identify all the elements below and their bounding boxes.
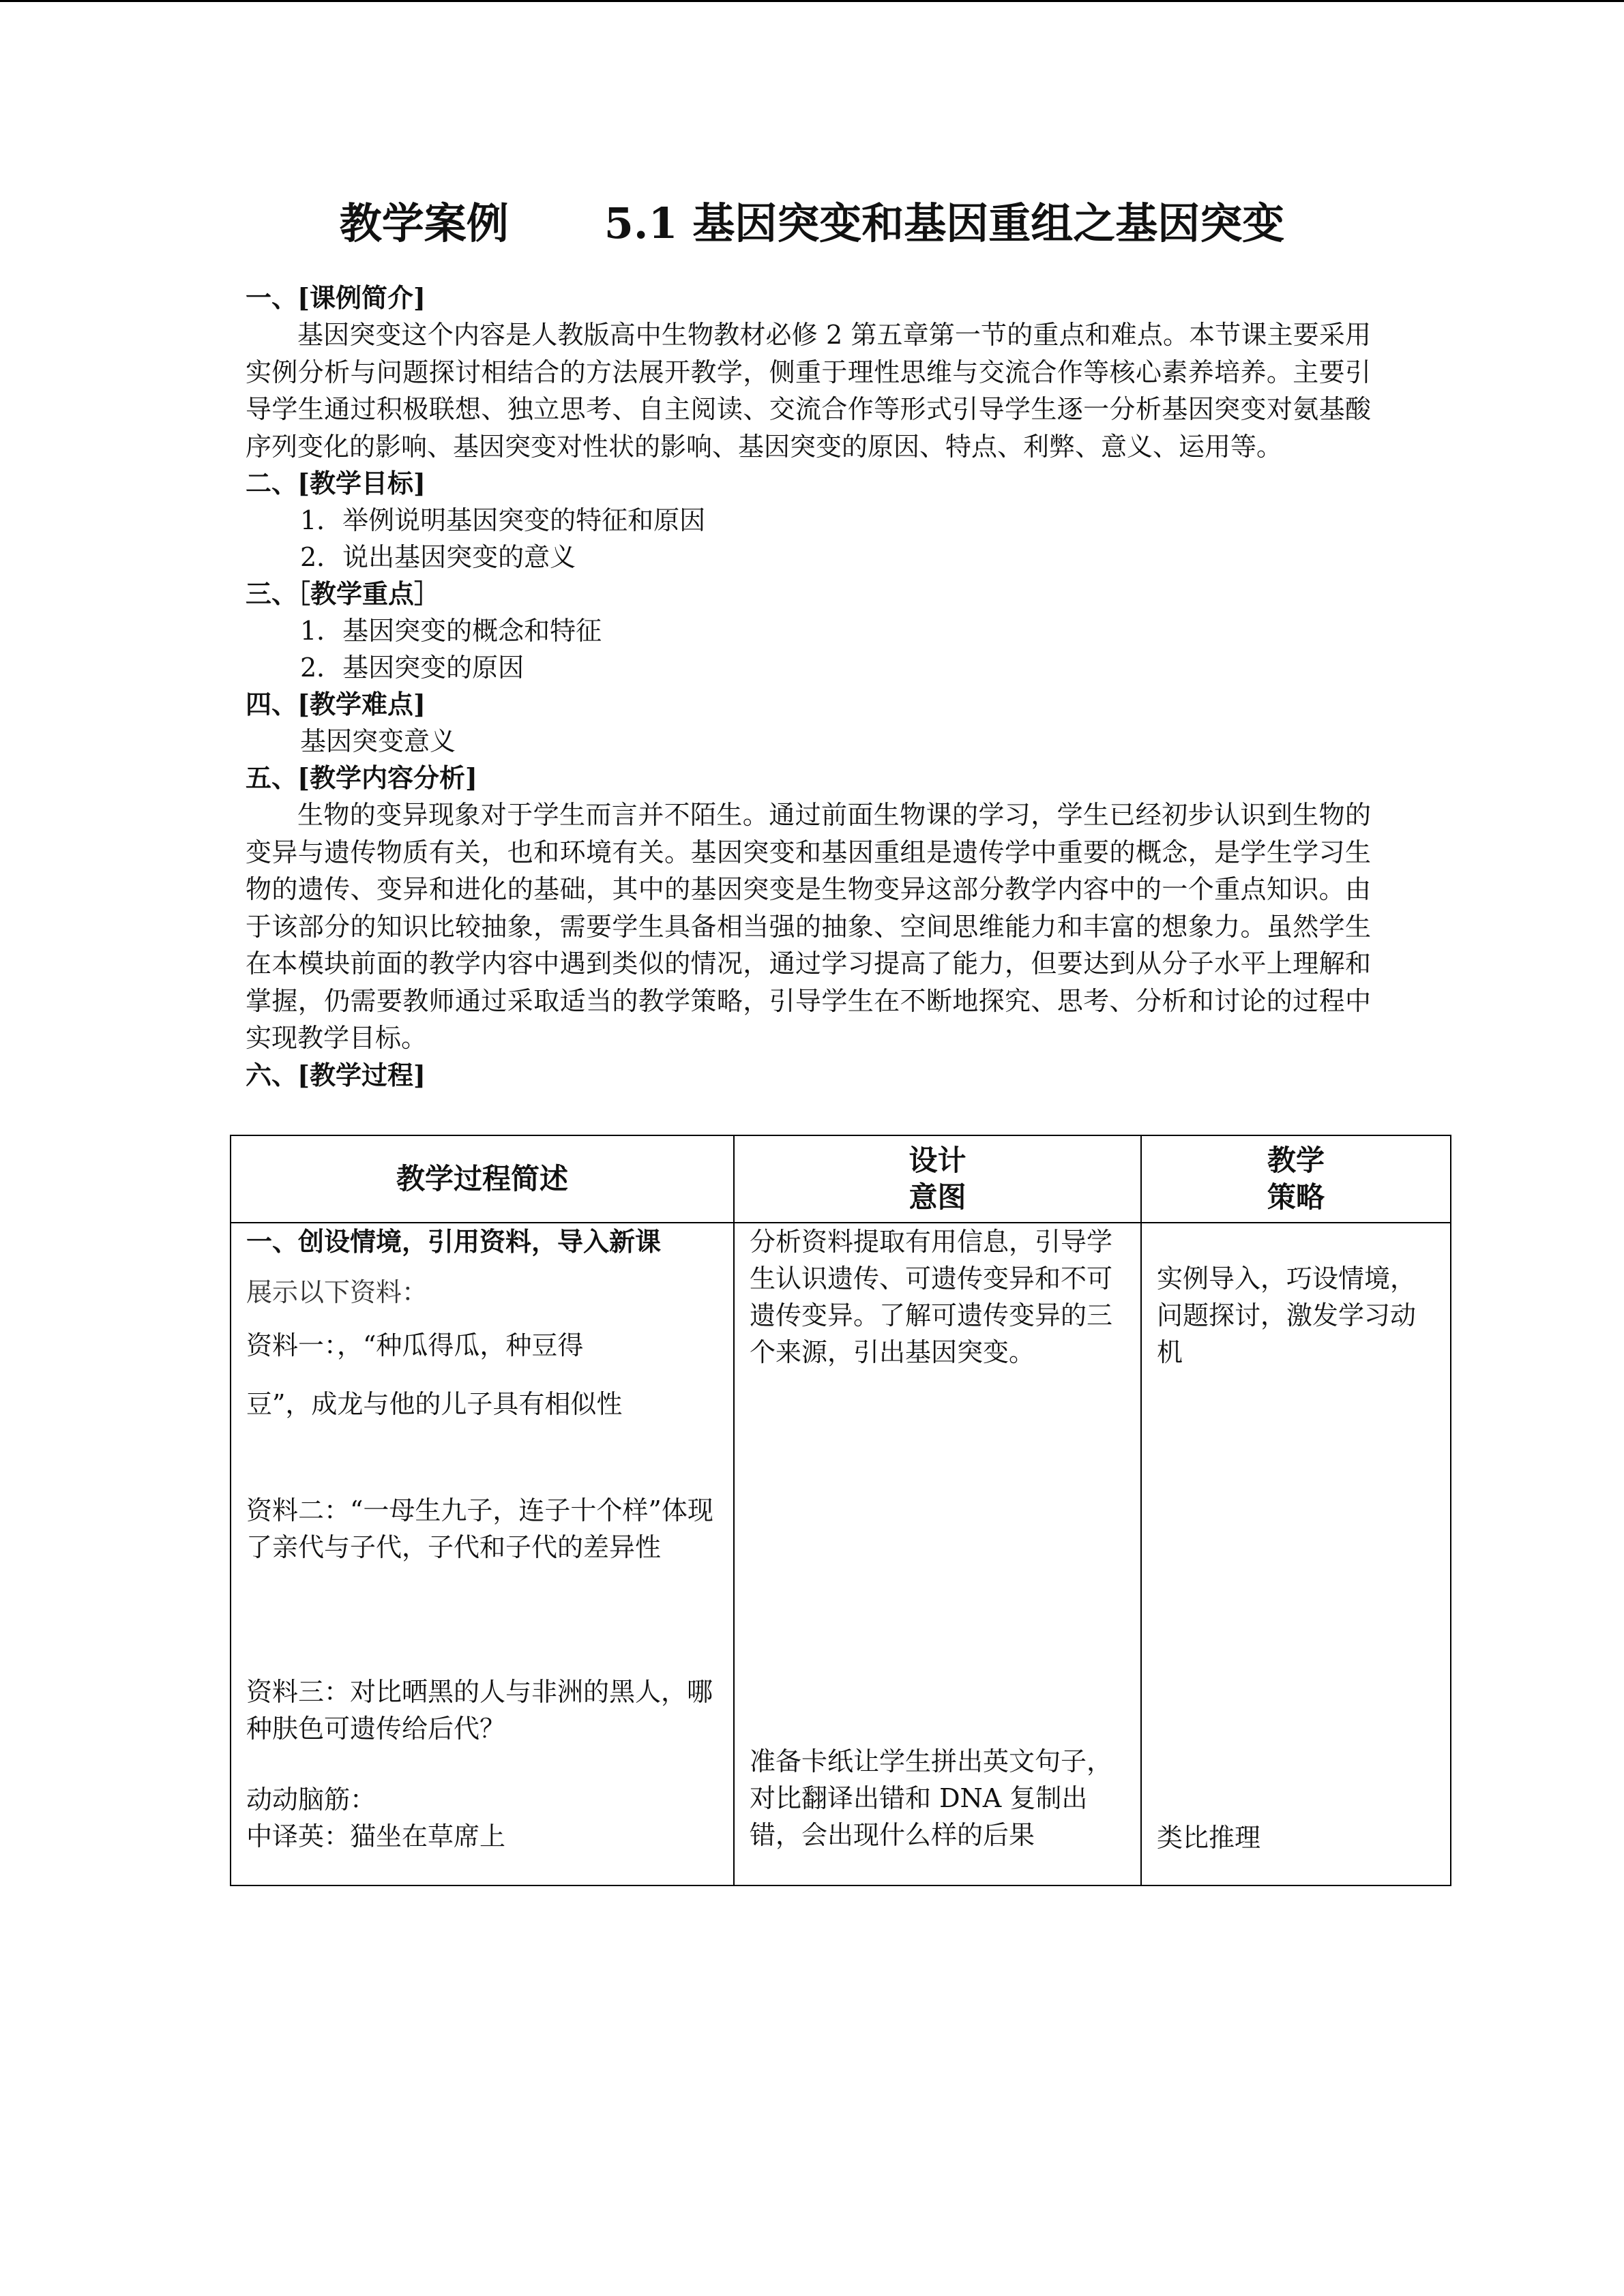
title-heading: 5.1 基因突变和基因重组之基因突变: [604, 198, 1285, 248]
design-intent-2: 准备卡纸让学生拼出英文句子，对比翻译出错和 DNA 复制出错，会出现什么样的后果: [750, 1746, 1113, 1850]
material-2: 资料二：“一母生九子，连子十个样”体现了亲代与子代，子代和子代的差异性: [246, 1495, 713, 1562]
document-body: [246, 280, 1371, 1094]
objective-item: 2．说出基因突变的意义: [300, 542, 576, 572]
section-4-heading: 四、[教学难点]: [246, 689, 426, 719]
teaching-strategy-cell: [1141, 1223, 1451, 1885]
key-point-item: 1．基因突变的概念和特征: [300, 616, 602, 646]
title-label: 教学案例: [339, 198, 509, 248]
section-5-heading: 五、[教学内容分析]: [246, 762, 477, 793]
section-4-text: 基因突变意义: [300, 726, 456, 756]
brain-teaser-label: 动动脑筋：: [246, 1785, 377, 1815]
document-title: [0, 196, 1624, 251]
design-intent-cell: [734, 1223, 1141, 1885]
section-1-heading: 一、[课例简介]: [246, 282, 426, 313]
table-row: [231, 1223, 1451, 1885]
material-3: 资料三：对比晒黑的人与非洲的黑人，哪种肤色可遗传给后代？: [246, 1677, 713, 1744]
process-summary-cell: [231, 1223, 734, 1885]
header-process-summary: 教学过程简述: [231, 1135, 734, 1223]
step-title: 一、创设情境，引用资料，导入新课: [246, 1226, 662, 1257]
key-point-item: 2．基因突变的原因: [300, 653, 525, 683]
design-intent-1: 分析资料提取有用信息，引导学生认识遗传、可遗传变异和不可遗传变异。了解可遗传变异的三个来源，引出基因突变。: [750, 1227, 1113, 1367]
section-6-heading: 六、[教学过程]: [246, 1059, 426, 1090]
objective-item: 1．举例说明基因突变的特征和原因: [300, 505, 706, 535]
teaching-strategy-2: 类比推理: [1157, 1823, 1261, 1853]
header-teaching-strategy: 教学 策略: [1141, 1135, 1451, 1223]
header-design-intent: 设计 意图: [734, 1135, 1141, 1223]
teaching-process-table: [230, 1135, 1451, 1886]
section-1-text: 基因突变这个内容是人教版高中生物教材必修 2 第五章第一节的重点和难点。本节课主要采用实例分析与问题探讨相结合的方法展开教学，侧重于理性思维与交流合作等核心素养培养。主要引导学生通过积极联想、独立思考、自主阅读、交流合作等形式引导学生逐一分析基因突变对氨基酸序列变化的影响、基因突变对性状的影响、基因突变的原因、特点、利弊、意义、运用等。: [246, 320, 1371, 462]
section-5-text: 生物的变异现象对于学生而言并不陌生。通过前面生物课的学习，学生已经初步认识到生物的变异与遗传物质有关，也和环境有关。基因突变和基因重组是遗传学中重要的概念，是学生学习生物的遗传、变异和进化的基础，其中的基因突变是生物变异这部分教学内容中的一个重点知识。由于该部分的知识比较抽象，需要学生具备相当强的抽象、空间思维能力和丰富的想象力。虽然学生在本模块前面的教学内容中遇到类似的情况，通过学习提高了能力，但要达到从分子水平上理解和掌握，仍需要教师通过采取适当的教学策略，引导学生在不断地探究、思考、分析和讨论的过程中实现教学目标。: [246, 800, 1371, 1053]
material-1-line-2: 豆”，成龙与他的儿子具有相似性: [246, 1389, 623, 1419]
show-materials-text: 展示以下资料：: [246, 1277, 428, 1307]
section-3-heading: 三、［教学重点］: [246, 578, 441, 609]
table-header-row: [231, 1135, 1451, 1223]
teaching-strategy-1: 实例导入，巧设情境，问题探讨，激发学习动机: [1157, 1264, 1417, 1367]
translation-task: 中译英：猫坐在草席上: [246, 1821, 506, 1851]
material-1-line-1: 资料一：，“种瓜得瓜，种豆得: [246, 1330, 584, 1360]
section-2-heading: 二、[教学目标]: [246, 468, 426, 498]
